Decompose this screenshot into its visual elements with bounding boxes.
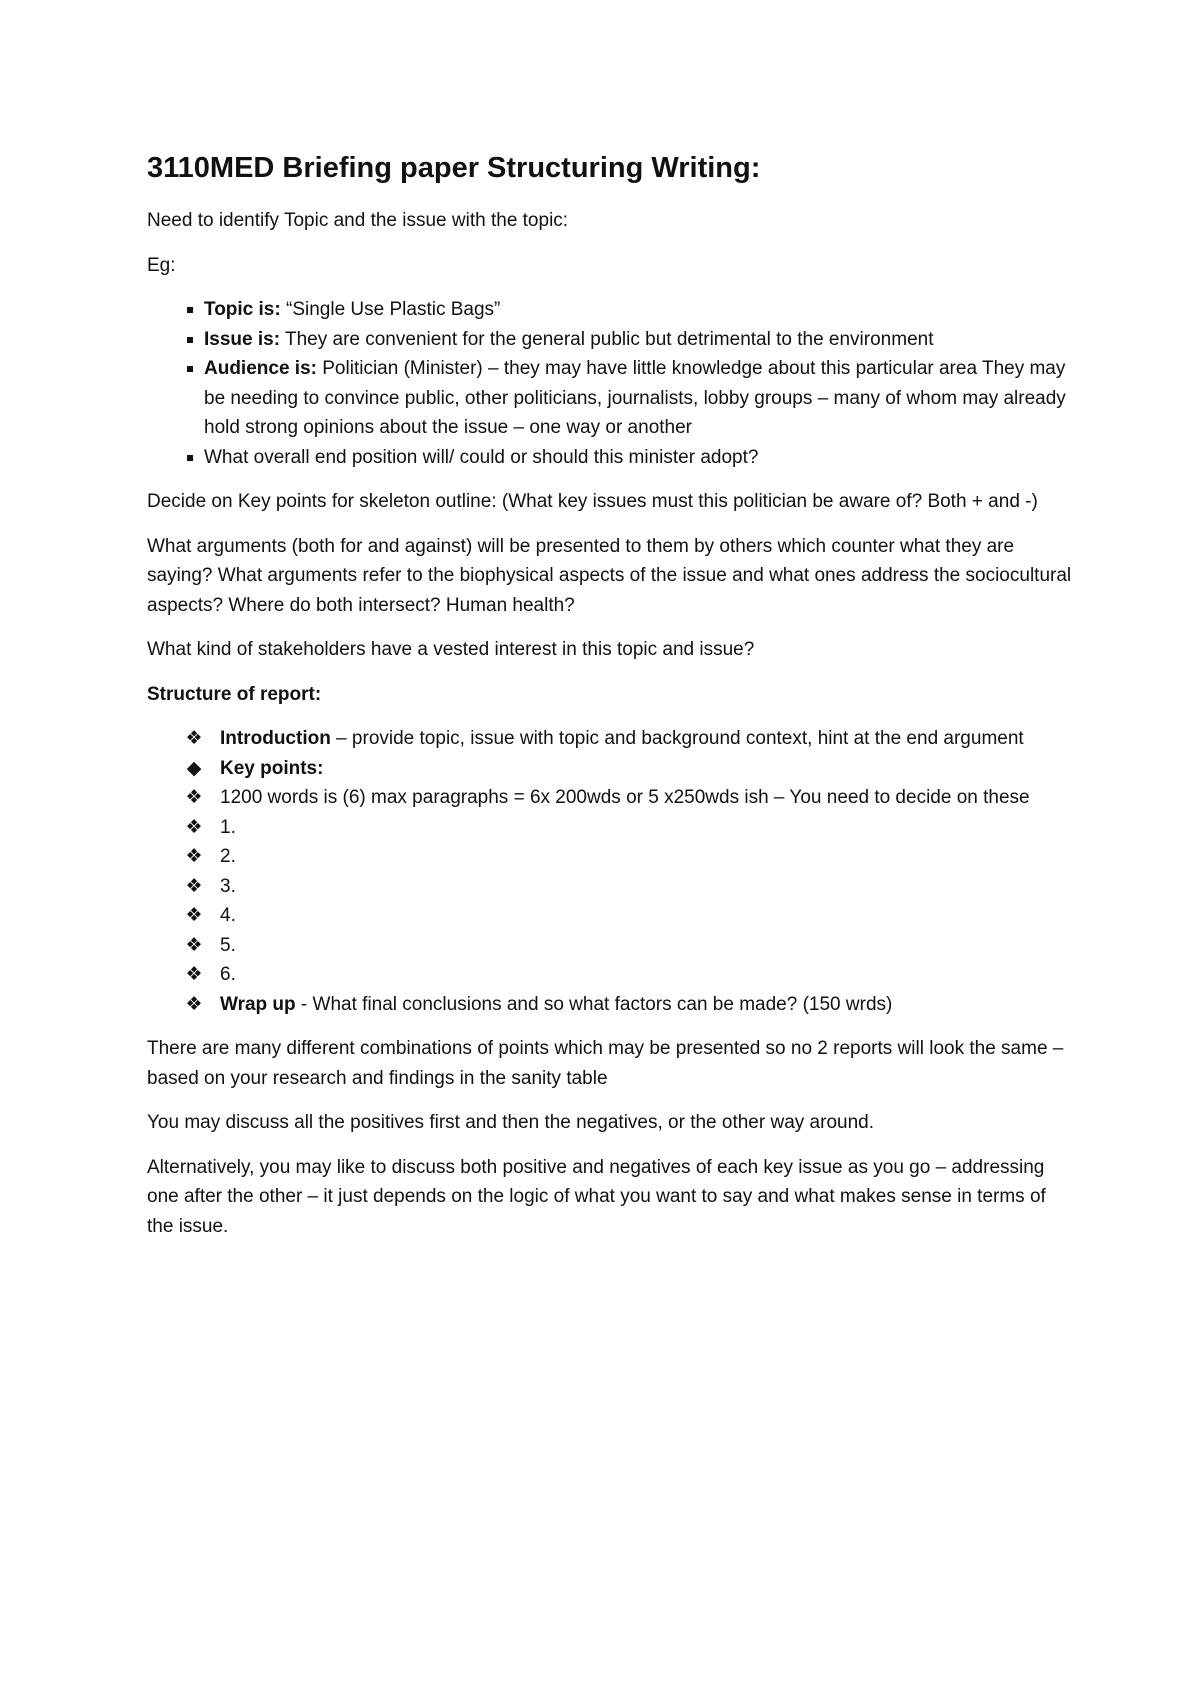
arguments-paragraph: What arguments (both for and against) will be presented to them by others which counter what they are saying? What arguments refer to the biophysical aspects of the issue and what ones address the sociocultural aspects? Where do both intersect? Human health? [147, 535, 1072, 616]
structure-list [147, 724, 1077, 1019]
document-content [147, 150, 1077, 1256]
structure-heading: Structure of report: [147, 683, 322, 705]
structure-label: Wrap up [220, 993, 296, 1015]
list-item [147, 443, 1077, 473]
example-label: Issue is: [204, 328, 281, 350]
list-item [147, 354, 1077, 443]
diamond-bullet-icon: ❖ [185, 905, 203, 926]
structure-text: 3. [220, 875, 236, 897]
alternative-paragraph: Alternatively, you may like to discuss both positive and negatives of each key issue as you go – addressing one after the other – it just depends on the logic of what you want to say and what makes sense in terms of the issue. [147, 1156, 1046, 1237]
example-text: “Single Use Plastic Bags” [280, 299, 501, 320]
structure-text: – provide topic, issue with topic and background context, hint at the end argument [330, 728, 1024, 749]
intro-paragraph: Need to identify Topic and the issue with the topic: [147, 210, 569, 231]
example-text: They are convenient for the general public but detrimental to the environment [280, 328, 934, 350]
examples-list [147, 295, 1077, 472]
structure-label: Key points: [220, 757, 324, 779]
square-bullet-icon [187, 455, 193, 461]
diamond-bullet-icon: ❖ [185, 964, 203, 985]
structure-text: 1200 words is (6) max paragraphs = 6x 200wds or 5 x250wds ish – You need to decide on these [220, 787, 1030, 808]
square-bullet-icon [187, 366, 193, 372]
list-item [147, 783, 1077, 813]
list-item [147, 990, 1077, 1020]
combinations-paragraph: There are many different combinations of points which may be presented so no 2 reports will look the same – based on your research and findings in the sanity table [147, 1038, 1064, 1089]
order-paragraph: You may discuss all the positives first and then the negatives, or the other way around. [147, 1112, 874, 1133]
list-item [147, 724, 1077, 754]
key-points-paragraph: Decide on Key points for skeleton outline: (What key issues must this politician be aware of? Both + and -) [147, 491, 1038, 512]
diamond-bullet-icon: ❖ [185, 993, 203, 1015]
structure-text: 4. [220, 905, 236, 926]
example-text: What overall end position will/ could or should this minister adopt? [204, 446, 759, 468]
diamond-bullet-icon: ❖ [185, 787, 203, 808]
structure-text: 2. [220, 846, 236, 867]
structure-label: Introduction [220, 728, 331, 749]
page-title: 3110MED Briefing paper Structuring Writing: [147, 152, 761, 184]
example-text: Politician (Minister) – they may have little knowledge about this particular area They may be needing to convince public, other politicians, journalists, lobby groups – many of whom may already hold strong opinions about the issue – one way or another [204, 358, 1066, 438]
list-item [147, 960, 1077, 990]
structure-text: 6. [220, 964, 236, 985]
list-item [147, 931, 1077, 961]
list-item [147, 325, 1077, 355]
list-item [147, 754, 1077, 784]
list-item [147, 295, 1077, 325]
diamond-bullet-icon: ◆ [186, 757, 202, 779]
square-bullet-icon [187, 337, 193, 343]
diamond-bullet-icon: ❖ [185, 816, 203, 838]
example-label: Topic is: [204, 299, 281, 320]
example-label: Audience is: [204, 358, 317, 379]
structure-text: - What final conclusions and so what factors can be made? (150 wrds) [295, 993, 893, 1015]
diamond-bullet-icon: ❖ [185, 934, 203, 956]
diamond-bullet-icon: ❖ [185, 846, 203, 867]
stakeholders-paragraph: What kind of stakeholders have a vested interest in this topic and issue? [147, 639, 755, 660]
list-item [147, 872, 1077, 902]
list-item [147, 901, 1077, 931]
structure-text: 1. [220, 816, 236, 838]
list-item [147, 842, 1077, 872]
diamond-bullet-icon: ❖ [185, 728, 203, 749]
list-item [147, 813, 1077, 843]
square-bullet-icon [187, 307, 193, 313]
structure-text: 5. [220, 934, 236, 956]
diamond-bullet-icon: ❖ [185, 875, 203, 897]
eg-label: Eg: [147, 254, 176, 276]
